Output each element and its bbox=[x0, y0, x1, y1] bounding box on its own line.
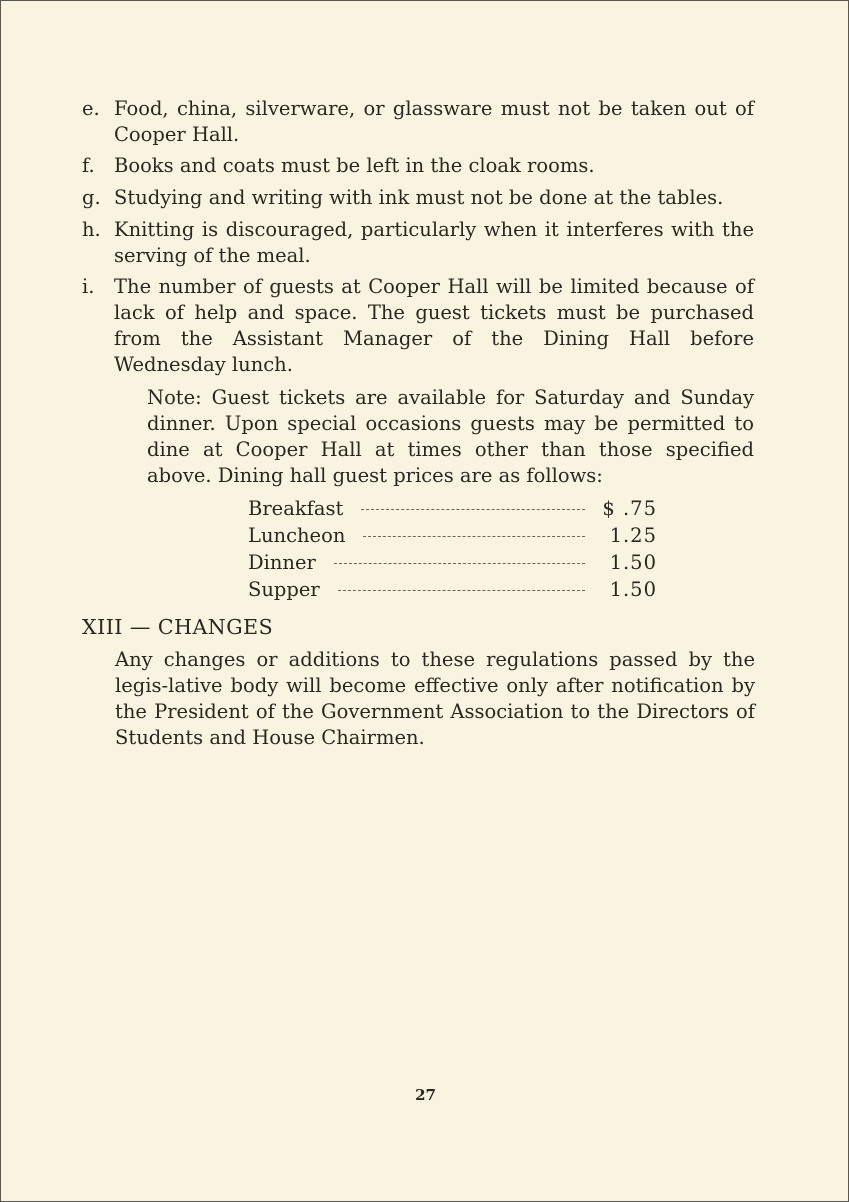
rule-letter: h. bbox=[82, 218, 101, 241]
rule-letter: f. bbox=[82, 154, 95, 177]
meal-price: 1.50 bbox=[609, 551, 657, 574]
section-heading: XIII — CHANGES bbox=[82, 615, 274, 639]
rule-item-e bbox=[82, 96, 754, 148]
dot-leader bbox=[361, 509, 585, 510]
rule-item-h bbox=[82, 217, 754, 269]
page-number: 27 bbox=[415, 1086, 436, 1104]
price-row-dinner bbox=[248, 549, 657, 576]
section-paragraph: Any changes or additions to these regulations passed by the legis-lative body will become effective only after notification by the President of the Government Association to the Directors of Students and House Chairmen. bbox=[115, 648, 755, 749]
meal-price: 1.25 bbox=[609, 524, 657, 547]
price-row-breakfast bbox=[248, 495, 657, 522]
meal-name: Supper bbox=[248, 578, 320, 601]
rule-text: Studying and writing with ink must not be done at the tables. bbox=[114, 186, 724, 209]
dot-leader bbox=[338, 590, 585, 591]
price-row-supper bbox=[248, 576, 657, 603]
dot-leader bbox=[334, 563, 585, 564]
rule-item-g bbox=[82, 185, 754, 211]
guest-note: Note: Guest tickets are available for Saturday and Sunday dinner. Upon special occasions guests may be permitted to dine at Cooper Hall at times other than those specified above. Dining hall guest prices are as follows: bbox=[147, 386, 754, 487]
price-row-luncheon bbox=[248, 522, 657, 549]
dot-leader bbox=[363, 536, 585, 537]
rule-item-i bbox=[82, 274, 754, 378]
rule-item-f bbox=[82, 153, 754, 179]
rule-letter: i. bbox=[82, 275, 95, 298]
price-table bbox=[248, 495, 657, 603]
meal-name: Luncheon bbox=[248, 524, 346, 547]
meal-price: $ .75 bbox=[602, 497, 657, 520]
rule-text: Food, china, silverware, or glassware must not be taken out of Cooper Hall. bbox=[114, 97, 754, 146]
meal-price: 1.50 bbox=[609, 578, 657, 601]
rule-text: Knitting is discouraged, particularly when it interferes with the serving of the meal. bbox=[114, 218, 754, 267]
rule-text: Books and coats must be left in the cloak rooms. bbox=[114, 154, 595, 177]
rule-text: The number of guests at Cooper Hall will be limited because of lack of help and space. The guest tickets must be purchased from the Assistant Manager of the Dining Hall before Wednesday lunch. bbox=[114, 275, 754, 376]
rule-letter: e. bbox=[82, 97, 100, 120]
meal-name: Breakfast bbox=[248, 497, 344, 520]
rule-letter: g. bbox=[82, 186, 101, 209]
meal-name: Dinner bbox=[248, 551, 316, 574]
